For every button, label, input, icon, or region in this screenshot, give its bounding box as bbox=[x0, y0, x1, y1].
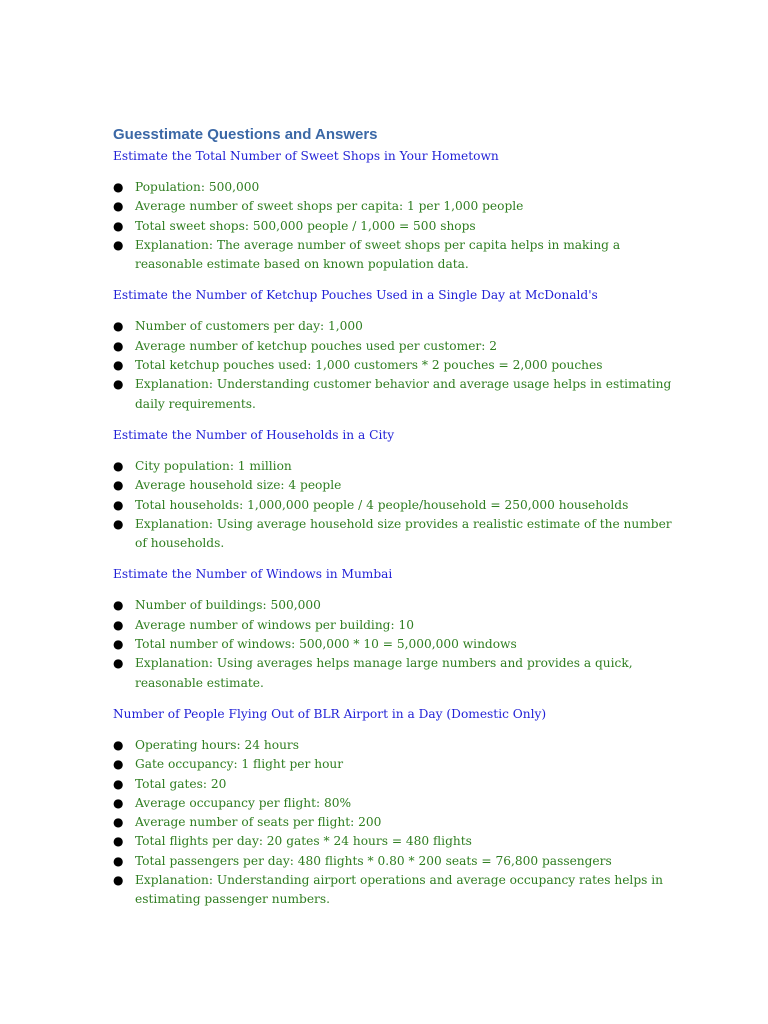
list-item-text: Total households: 1,000,000 people / 4 people/household = 250,000 households bbox=[135, 497, 629, 512]
list-item bbox=[113, 794, 673, 813]
list-item bbox=[113, 654, 673, 693]
list-item-text: Average number of seats per flight: 200 bbox=[135, 815, 382, 830]
section-heading: Estimate the Number of Ketchup Pouches Used in a Single Day at McDonald's bbox=[113, 288, 598, 303]
list-item-text: Average occupancy per flight: 80% bbox=[135, 795, 352, 810]
list-item bbox=[113, 775, 673, 794]
list-item-text: Average number of ketchup pouches used per customer: 2 bbox=[135, 338, 497, 353]
question-section bbox=[113, 286, 673, 413]
bullet-list bbox=[113, 596, 673, 692]
list-item bbox=[113, 457, 673, 476]
question-section bbox=[113, 147, 673, 274]
bullet-dot-icon: ● bbox=[113, 458, 124, 473]
list-item bbox=[113, 178, 673, 197]
question-section bbox=[113, 705, 673, 910]
list-item-text: Explanation: Understanding airport operations and average occupancy rates helps in estimating passenger numbers. bbox=[135, 873, 663, 907]
bullet-dot-icon: ● bbox=[113, 815, 124, 830]
bullet-list bbox=[113, 457, 673, 553]
bullet-dot-icon: ● bbox=[113, 795, 124, 810]
list-item-text: Operating hours: 24 hours bbox=[135, 737, 300, 752]
list-item bbox=[113, 496, 673, 515]
list-item-text: Gate occupancy: 1 flight per hour bbox=[135, 757, 344, 772]
sections-container bbox=[113, 147, 673, 910]
bullet-list bbox=[113, 178, 673, 274]
section-heading: Estimate the Number of Windows in Mumbai bbox=[113, 567, 393, 582]
list-item-text: Average number of sweet shops per capita: 1 per 1,000 people bbox=[135, 199, 524, 214]
list-item bbox=[113, 317, 673, 336]
list-item bbox=[113, 813, 673, 832]
bullet-dot-icon: ● bbox=[113, 757, 124, 772]
list-item-text: Average household size: 4 people bbox=[135, 478, 342, 493]
list-item bbox=[113, 596, 673, 615]
list-item bbox=[113, 476, 673, 495]
list-item bbox=[113, 616, 673, 635]
question-section bbox=[113, 565, 673, 692]
section-heading: Estimate the Total Number of Sweet Shops in Your Hometown bbox=[113, 149, 499, 163]
list-item bbox=[113, 337, 673, 356]
bullet-dot-icon: ● bbox=[113, 218, 124, 233]
list-item bbox=[113, 635, 673, 654]
list-item-text: Total number of windows: 500,000 * 10 = 5,000,000 windows bbox=[135, 637, 517, 652]
bullet-dot-icon: ● bbox=[113, 319, 124, 334]
list-item-text: Number of buildings: 500,000 bbox=[135, 598, 321, 613]
list-item-text: Explanation: Using average household size provides a realistic estimate of the number of households. bbox=[135, 516, 672, 551]
list-item-text: Average number of windows per building: 10 bbox=[135, 617, 414, 632]
bullet-dot-icon: ● bbox=[113, 598, 124, 613]
list-item bbox=[113, 515, 673, 554]
list-item bbox=[113, 832, 673, 851]
document-title: Guesstimate Questions and Answers bbox=[113, 126, 378, 143]
bullet-dot-icon: ● bbox=[113, 199, 124, 214]
list-item-text: Total passengers per day: 480 flights * 0.80 * 200 seats = 76,800 passengers bbox=[135, 853, 612, 868]
list-item-text: Explanation: Understanding customer behavior and average usage helps in estimating daily requirements. bbox=[135, 377, 672, 411]
section-heading: Estimate the Number of Households in a City bbox=[113, 427, 395, 442]
list-item-text: Population: 500,000 bbox=[135, 180, 260, 194]
bullet-dot-icon: ● bbox=[113, 478, 124, 493]
list-item bbox=[113, 375, 673, 414]
question-section bbox=[113, 426, 673, 553]
bullet-dot-icon: ● bbox=[113, 377, 124, 392]
bullet-dot-icon: ● bbox=[113, 637, 124, 652]
section-heading: Number of People Flying Out of BLR Airport in a Day (Domestic Only) bbox=[113, 706, 547, 721]
list-item-text: Explanation: The average number of sweet shops per capita helps in making a reasonable estimate based on known population data. bbox=[135, 237, 621, 272]
list-item-text: Total ketchup pouches used: 1,000 customers * 2 pouches = 2,000 pouches bbox=[135, 358, 603, 373]
bullet-dot-icon: ● bbox=[113, 656, 124, 671]
list-item bbox=[113, 852, 673, 871]
bullet-dot-icon: ● bbox=[113, 516, 124, 531]
bullet-dot-icon: ● bbox=[113, 853, 124, 868]
bullet-dot-icon: ● bbox=[113, 834, 124, 849]
list-item bbox=[113, 755, 673, 774]
bullet-list bbox=[113, 317, 673, 413]
bullet-dot-icon: ● bbox=[113, 737, 124, 752]
bullet-dot-icon: ● bbox=[113, 180, 124, 194]
list-item bbox=[113, 217, 673, 236]
list-item bbox=[113, 197, 673, 216]
bullet-dot-icon: ● bbox=[113, 358, 124, 373]
list-item bbox=[113, 356, 673, 375]
list-item-text: Total gates: 20 bbox=[135, 776, 227, 791]
bullet-dot-icon: ● bbox=[113, 776, 124, 791]
bullet-dot-icon: ● bbox=[113, 617, 124, 632]
list-item-text: Total sweet shops: 500,000 people / 1,000 = 500 shops bbox=[135, 218, 476, 233]
bullet-dot-icon: ● bbox=[113, 338, 124, 353]
list-item-text: Number of customers per day: 1,000 bbox=[135, 319, 363, 334]
bullet-dot-icon: ● bbox=[113, 873, 124, 888]
list-item bbox=[113, 236, 673, 275]
list-item bbox=[113, 736, 673, 755]
bullet-dot-icon: ● bbox=[113, 237, 124, 252]
list-item bbox=[113, 871, 673, 910]
list-item-text: City population: 1 million bbox=[135, 458, 292, 473]
list-item-text: Total flights per day: 20 gates * 24 hours = 480 flights bbox=[135, 834, 472, 849]
document-page bbox=[113, 124, 673, 922]
bullet-dot-icon: ● bbox=[113, 497, 124, 512]
bullet-list bbox=[113, 736, 673, 910]
list-item-text: Explanation: Using averages helps manage large numbers and provides a quick, reasonable estimate. bbox=[135, 656, 633, 690]
